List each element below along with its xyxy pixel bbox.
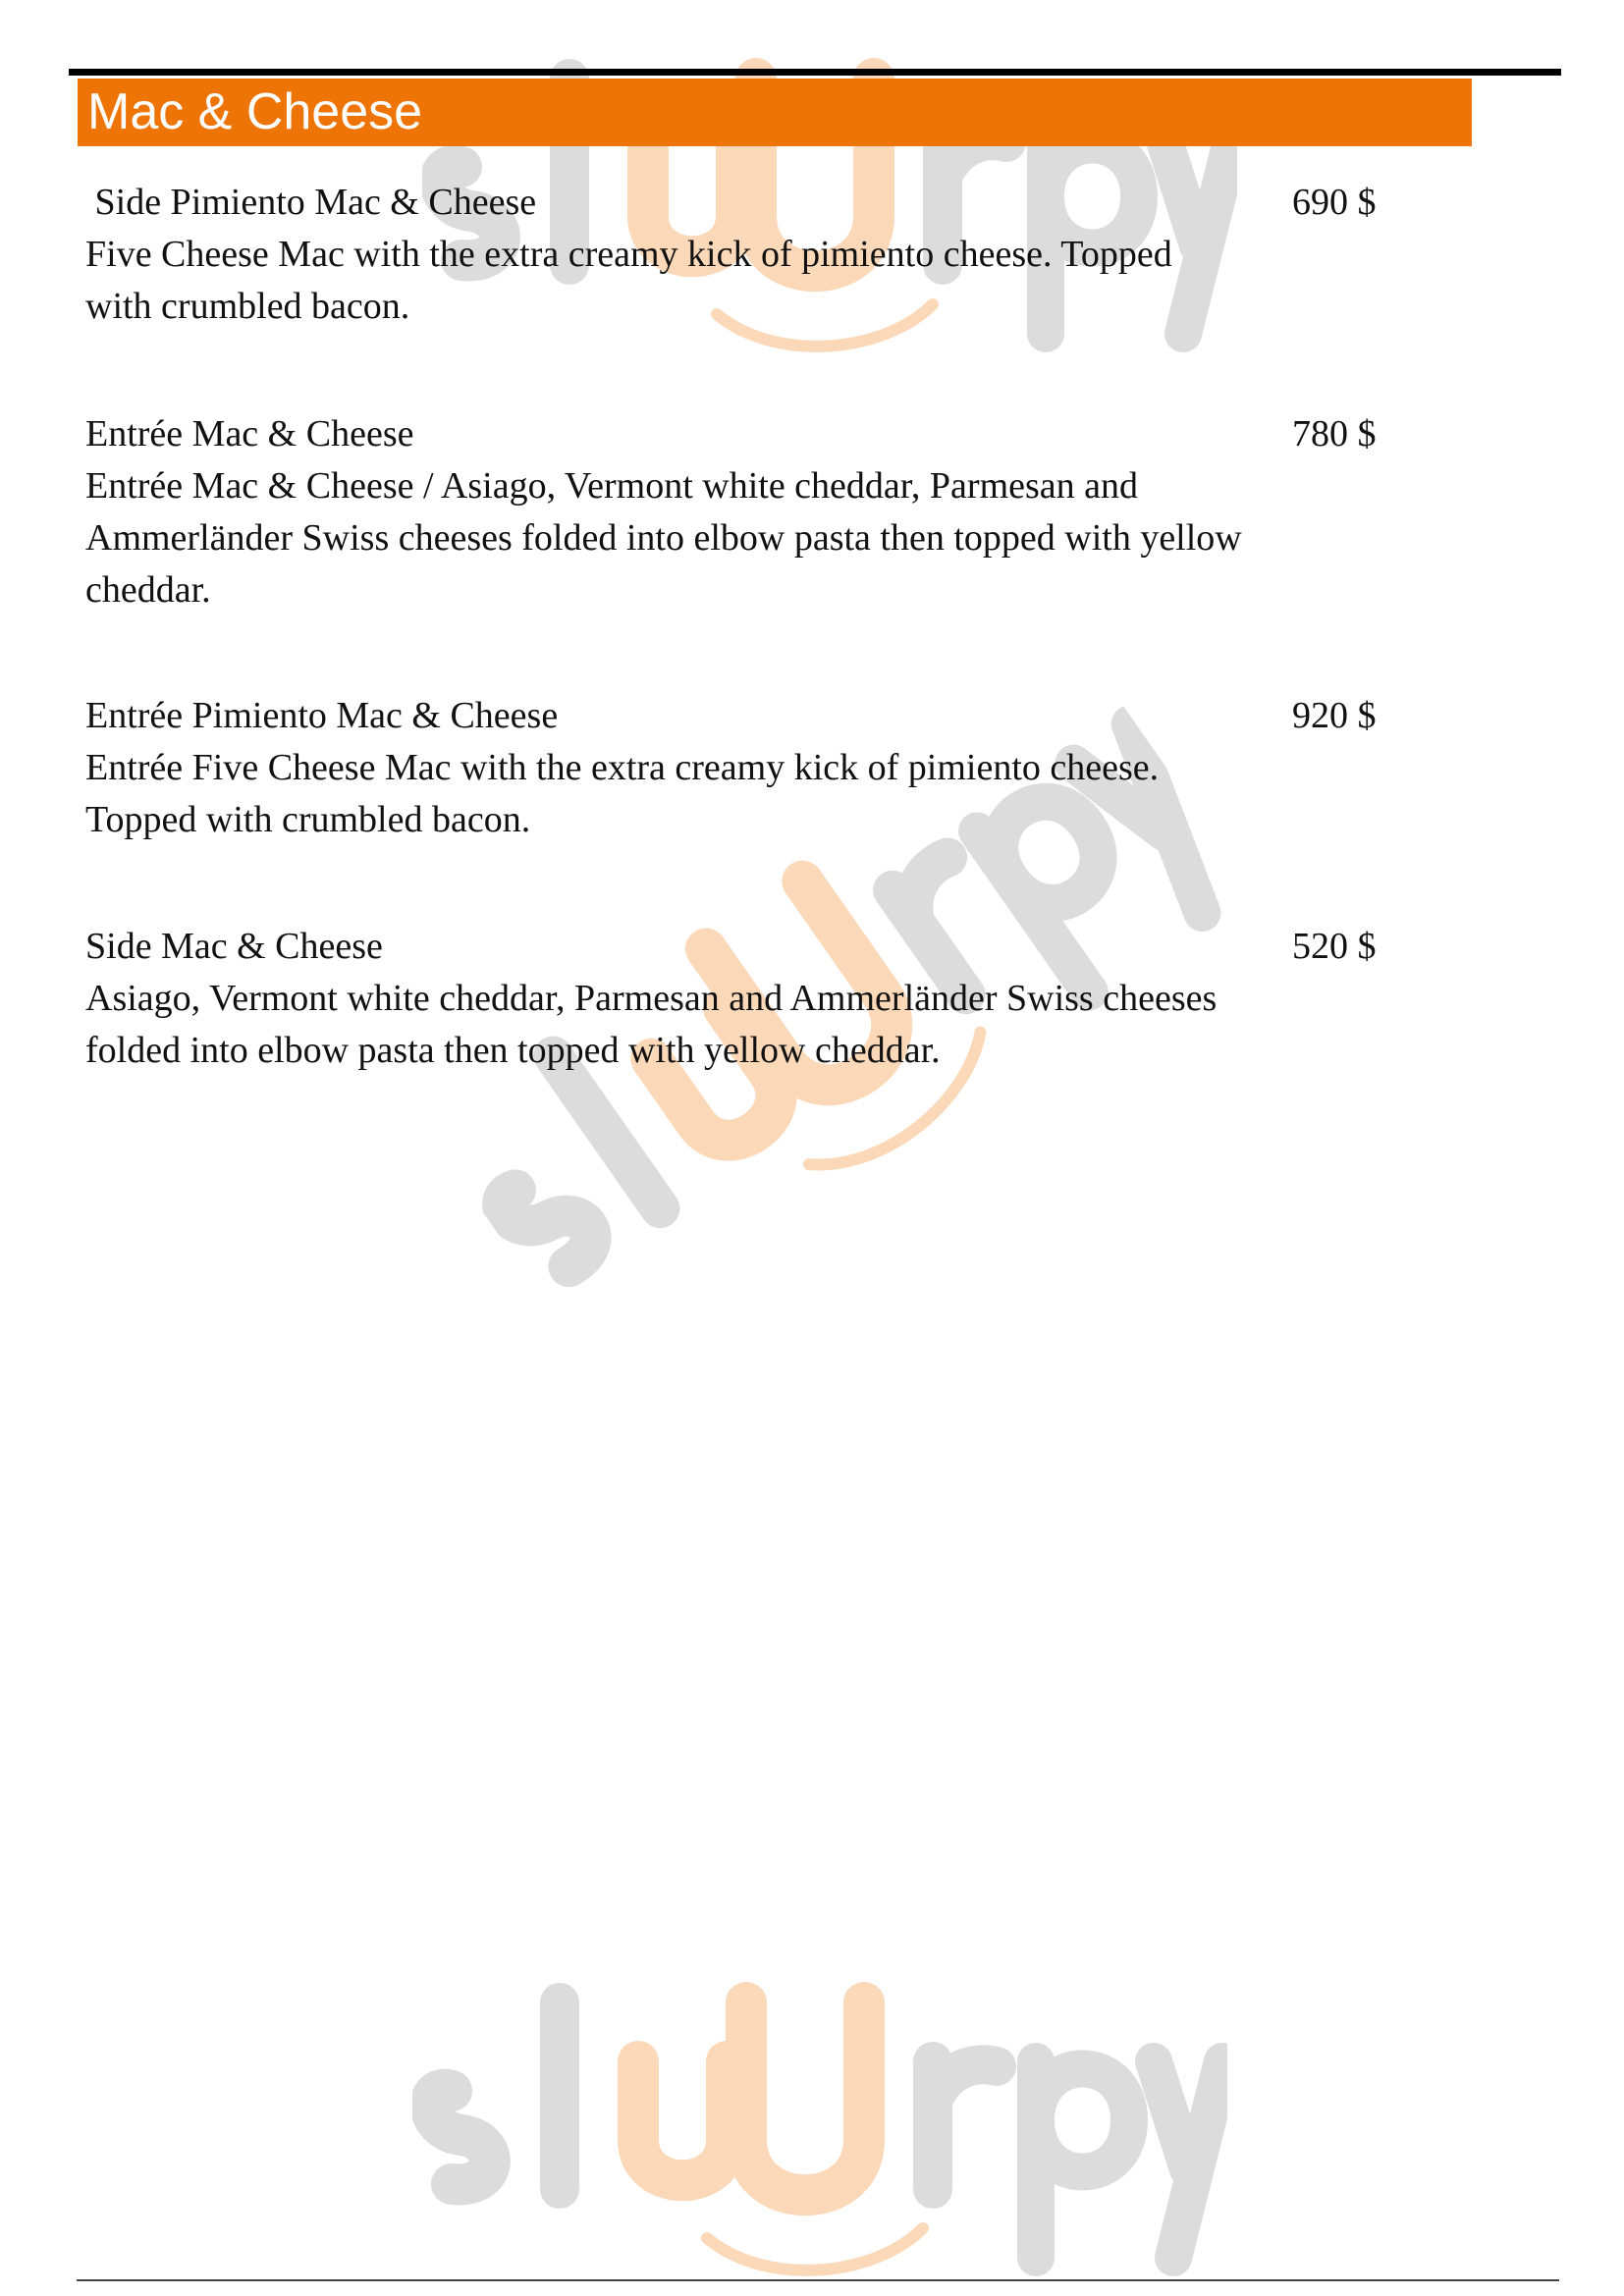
menu-item bbox=[85, 921, 1401, 1077]
item-price: 780 $ bbox=[1292, 413, 1377, 454]
menu-item bbox=[85, 408, 1401, 616]
watermark-logo-bottom bbox=[412, 1973, 1227, 2287]
item-name: Entrée Pimiento Mac & Cheese bbox=[85, 695, 559, 736]
menu-item bbox=[85, 690, 1401, 846]
top-divider bbox=[69, 69, 1561, 76]
item-name: Side Mac & Cheese bbox=[85, 926, 383, 967]
section-title: Mac & Cheese bbox=[87, 83, 423, 140]
section-header bbox=[78, 79, 1472, 146]
item-description: Asiago, Vermont white cheddar, Parmesan and Ammerländer Swiss cheeses folded into elbow pasta then topped with yellow cheddar. bbox=[85, 978, 1218, 1071]
bottom-divider bbox=[77, 2279, 1559, 2281]
item-description: Five Cheese Mac with the extra creamy kick of pimiento cheese. Topped with crumbled bacon. bbox=[85, 234, 1172, 327]
item-description: Entrée Mac & Cheese / Asiago, Vermont white cheddar, Parmesan and Ammerländer Swiss cheeses folded into elbow pasta then topped with yellow cheddar. bbox=[85, 465, 1242, 611]
menu-item bbox=[85, 177, 1401, 333]
item-price: 520 $ bbox=[1292, 926, 1377, 967]
item-name: Entrée Mac & Cheese bbox=[85, 413, 414, 454]
item-name: Side Pimiento Mac & Cheese bbox=[85, 182, 537, 223]
item-price: 690 $ bbox=[1292, 182, 1377, 223]
item-description: Entrée Five Cheese Mac with the extra creamy kick of pimiento cheese. Topped with crumbled bacon. bbox=[85, 747, 1160, 840]
item-price: 920 $ bbox=[1292, 695, 1377, 736]
